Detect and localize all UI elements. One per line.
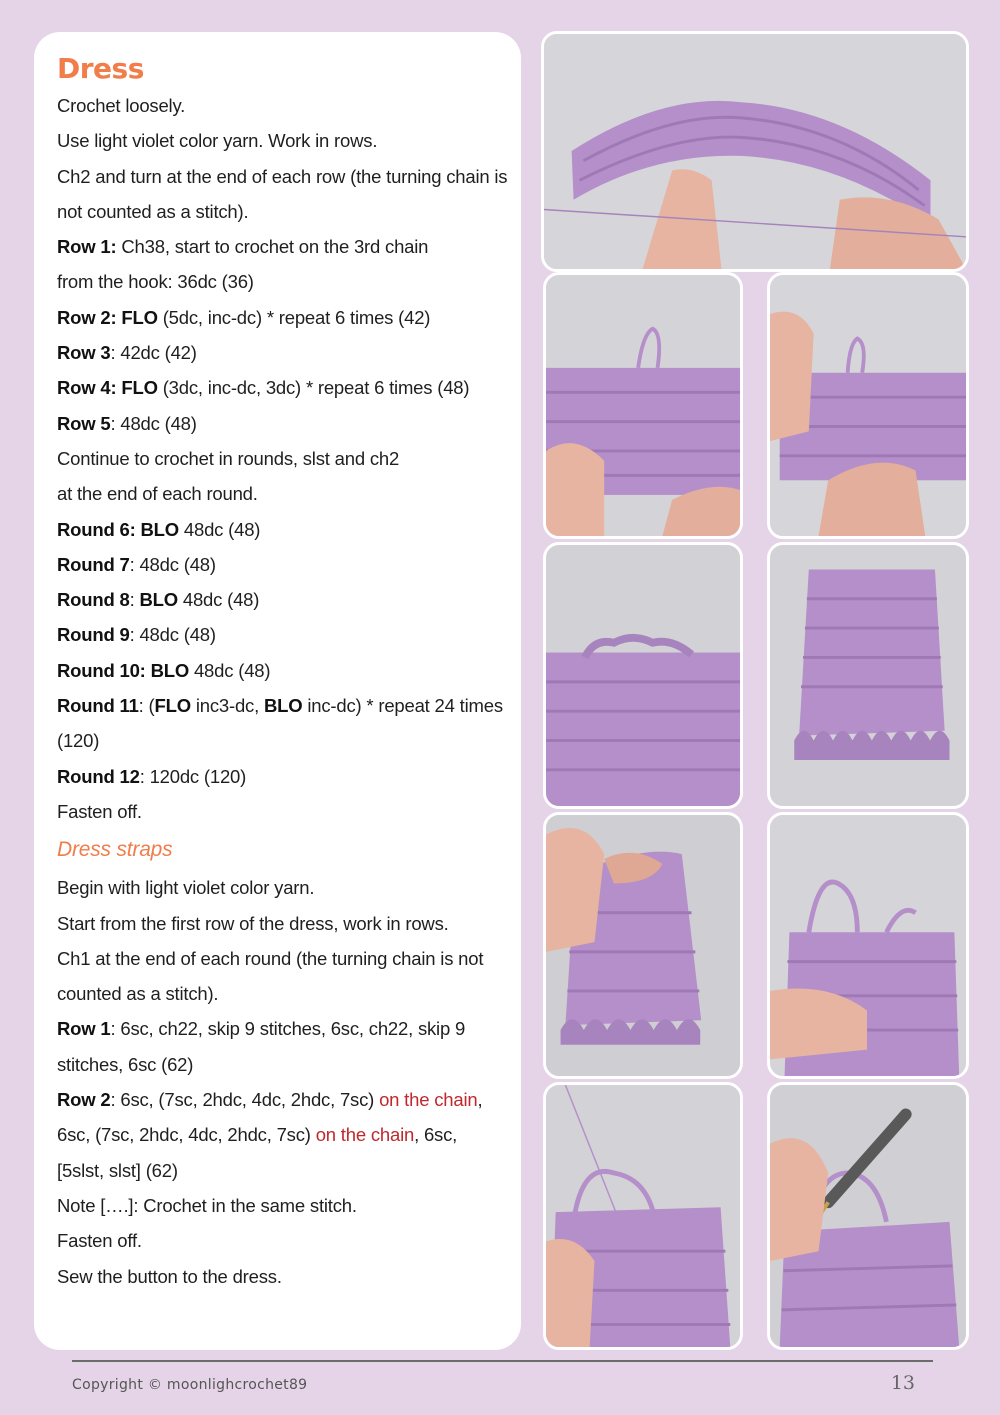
highlight-text: on the chain [379,1089,478,1111]
instruction-line [57,547,505,582]
bold-label: BLO [139,589,178,611]
instruction-line [57,335,505,370]
line-text: Crochet loosely. [57,95,186,116]
instruction-line [57,1188,505,1223]
instruction-line [57,941,505,976]
bold-label: Round 10: BLO [57,659,190,681]
instruction-line [57,441,505,476]
instruction-line [57,688,505,723]
instruction-line [57,1223,505,1258]
bold-label: FLO [154,695,191,717]
line-text: (5dc, inc-dc) * repeat 6 times (42) [157,306,431,328]
instruction-line [57,88,505,123]
line-text: : 48dc (48) [129,624,216,646]
instructions-card [34,32,521,1350]
instruction-line [57,653,505,688]
bold-label: Row 3 [57,342,111,364]
bold-label: Row 5 [57,412,111,434]
bold-label: Round 9 [57,624,130,646]
bold-label: BLO [263,695,303,717]
line-text: counted as a stitch). [57,983,219,1005]
bold-label: Round 11 [57,695,139,717]
bold-label: Row 1 [57,1018,111,1040]
line-text: Continue to crochet in rounds, slst and ch2 [57,447,400,469]
line-text: 48dc (48) [178,518,261,540]
instruction-line [57,582,505,617]
instruction-line [57,906,505,941]
line-text: Fasten off. [57,1230,142,1252]
line-text: Ch2 and turn at the end of each row (the turning chain is [57,165,508,187]
bold-label: Row 1: [57,236,117,258]
photo-flo-rows-right [767,272,969,539]
instruction-line [57,1153,505,1188]
instruction-line [57,1117,505,1152]
line-text: : ( [138,695,155,717]
line-text: : 48dc (48) [129,553,216,575]
line-text: (120) [57,730,100,752]
instruction-line [57,723,505,758]
line-text: (3dc, inc-dc, 3dc) * repeat 6 times (48) [157,377,470,399]
instruction-line [57,1082,505,1117]
line-text: Start from the first row of the dress, work in rows. [57,912,449,934]
line-text: Begin with light violet color yarn. [57,877,315,899]
bold-label: Round 6: BLO [57,518,179,540]
instruction-line [57,617,505,652]
section-title: Dress [57,52,144,85]
line-text: stitches, 6sc (62) [57,1053,194,1075]
instruction-line [57,512,505,547]
instruction-line [57,123,505,158]
bold-label: Row 2 [57,1089,111,1111]
instruction-line [57,229,505,264]
line-text: inc3-dc, [190,695,264,717]
instruction-line [57,370,505,405]
instruction-line [57,1259,505,1294]
instruction-line [57,976,505,1011]
instruction-line [57,476,505,511]
line-text: Ch1 at the end of each round (the turning chain is not [57,947,484,969]
line-text: at the end of each round. [57,483,258,505]
bold-label: Row 4: FLO [57,377,158,399]
photo-row-strip [541,31,969,272]
line-text: 48dc (48) [177,589,260,611]
instruction-line [57,759,505,794]
line-text: Ch38, start to crochet on the 3rd chain [116,236,429,258]
line-text: : 48dc (48) [110,412,197,434]
photo-straps-attached [767,812,969,1079]
instruction-line [57,300,505,335]
line-text: , [477,1089,483,1111]
instruction-line [57,1047,505,1082]
bold-label: Row 2: FLO [57,306,158,328]
instruction-line [57,870,505,905]
photo-strap-hook-right [767,1082,969,1350]
copyright-text: Copyright © moonlighcrochet89 [72,1377,308,1393]
bold-label: Round 7 [57,553,130,575]
line-text: 48dc (48) [189,659,271,681]
line-text: Use light violet color yarn. Work in rows. [57,130,378,152]
line-text: , 6sc, [414,1124,458,1146]
bold-label: Round 8 [57,589,130,611]
photo-skirt-ruffle [767,542,969,809]
line-text: Note [….]: Crochet in the same stitch. [57,1194,357,1216]
instruction-line [57,159,508,194]
photo-ruffle-start [543,542,743,809]
photo-dress-held [543,812,743,1079]
instruction-line [57,794,505,829]
instructions-part-2 [57,870,505,1294]
footer-rule [72,1360,933,1362]
instruction-line [57,264,505,299]
bold-label: Round 12 [57,765,140,787]
line-text: : 42dc (42) [110,342,197,364]
photo-flo-rows-left [543,272,743,539]
line-text: not counted as a stitch). [57,200,249,222]
line-text: inc-dc) * repeat 24 times [302,695,503,717]
highlight-text: on the chain [315,1124,415,1146]
line-text: Fasten off. [57,800,142,822]
instruction-line [57,194,505,229]
instruction-line [57,1011,505,1046]
page-number: 13 [890,1372,915,1394]
line-text: from the hook: 36dc (36) [57,271,254,293]
line-text: : 120dc (120) [139,765,247,787]
line-text: Sew the button to the dress. [57,1265,282,1287]
line-text: : [129,589,140,611]
line-text: : 6sc, ch22, skip 9 stitches, 6sc, ch22, skip 9 [110,1018,466,1040]
line-text: [5slst, slst] (62) [57,1159,178,1181]
line-text: : 6sc, (7sc, 2hdc, 4dc, 2hdc, 7sc) [110,1089,380,1111]
instructions-part-1 [57,88,508,829]
photo-strap-detail-left [543,1082,743,1350]
subsection-title: Dress straps [57,838,173,862]
instruction-line [57,406,505,441]
line-text: 6sc, (7sc, 2hdc, 4dc, 2hdc, 7sc) [57,1124,316,1146]
